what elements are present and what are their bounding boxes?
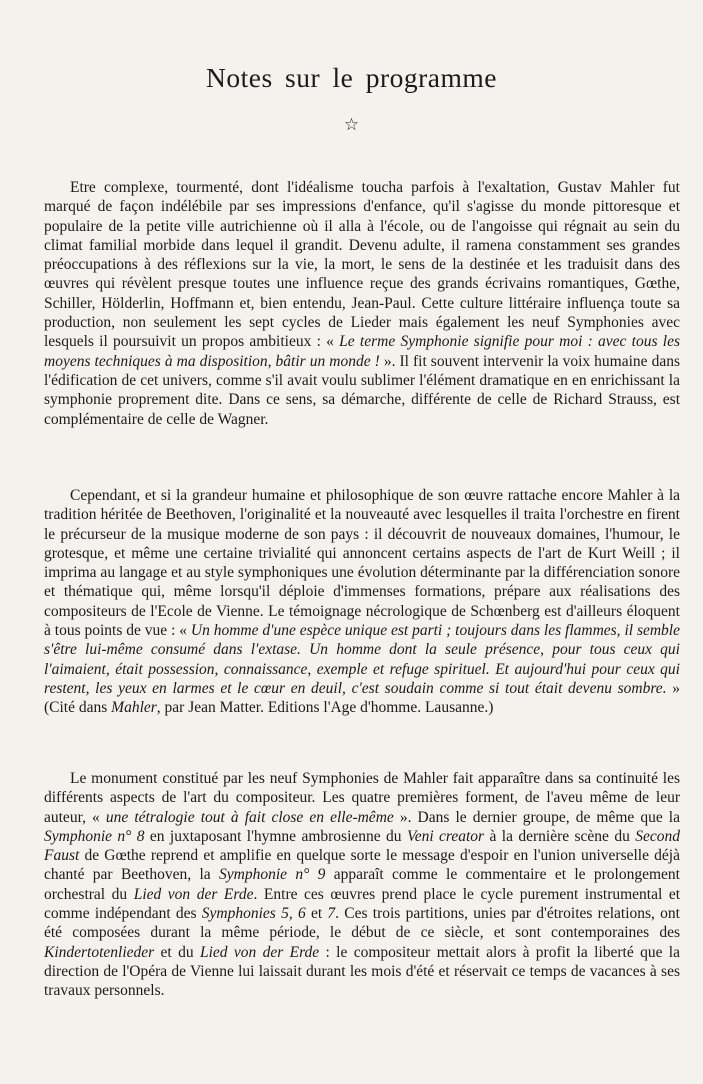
text-run: en juxtaposant l'hymne ambrosienne du [144,827,407,845]
text-run: ». Dans le dernier groupe, de même que la [393,808,680,826]
italic-text-run: 7 [327,905,336,923]
italic-text-run: Un homme d'une espèce unique est parti ; toujours dans les flammes, il semble s'être lui-même consumé dans l'extase. Un homme dont la seule présence, pour tous ceux qui l'aimaient, était possession, connaissance, exemple et refuge spirituel. Et aujourd'hui pour ceux qui restent, les yeux en larmes et le cœur en deuil, c'est soudain comme si tout était devenu sombre. [44,622,680,697]
paragraph-1 [44,178,680,429]
italic-text-run: Mahler [111,699,157,717]
italic-text-run: Symphonies 5, 6 [201,905,306,923]
italic-text-run: Le terme Symphonie signifie pour moi : avec tous les moyens techniques à ma disposition, bâtir un monde ! [44,333,680,370]
text-run: , par Jean Matter. Editions l'Age d'homme. Lausanne.) [156,699,494,717]
text-run: et [305,905,328,923]
text-run: Le monument constitué par les neuf Symphonies de Mahler fait apparaître dans sa continuité les différents aspects de l'art du compositeur. Les quatre premières forment, de l'aveu même de leur auteur, « [44,770,680,826]
text-run: Etre complexe, tourmenté, dont l'idéalisme toucha parfois à l'exaltation, Gustav Mahler fut marqué de façon indélébile par ses impressions d'enfance, qu'il s'agisse du monde pittoresque et populaire de la petite ville autrichienne où il alla à l'école, ou de l'angoisse qui régnait au sein du climat familial morbide dans lequel il grandit. Devenu adulte, il ramena constamment ses grandes préoccupations à des réflexions sur la vie, la mort, le sens de la destinée et les traduisit dans des œuvres qui révèlent presque toutes une influence reçue des grands écrivains romantiques, Gœthe, Schiller, Hölderlin, Hoffmann et, bien entendu, Jean-Paul. Cette culture littéraire influença toute sa production, non seulement les sept cycles de Lieder mais également les neuf Symphonies avec lesquels il poursuivit un propos ambitieux : « [44,179,680,351]
paragraph-2 [44,486,680,718]
text-run: ». Il fit souvent intervenir la voix humaine dans l'édification de cet univers, comme s'il avait voulu sublimer l'élément dramatique en en enrichissant la symphonie proprement dite. Dans ce sens, sa démarche, différente de celle de Richard Strauss, est complémentaire de celle de Wagner. [44,352,680,428]
italic-text-run: Symphonie n° 9 [219,866,326,884]
text-run: de Gœthe reprend et amplifie en quelque sorte le message d'espoir en l'union universelle déjà chanté par Beethoven, la [44,847,680,884]
italic-text-run: Lied von der Erde [133,885,254,903]
text-run: : le compositeur mettait alors à profit la liberté que la direction de l'Opéra de Vienne lui laissait durant les mois d'été et réservait ce temps de vacances à ses travaux personnels. [44,943,680,1000]
text-run: et du [154,943,200,961]
star-ornament-icon: ☆ [343,115,360,134]
text-run: à la dernière scène du [484,827,636,845]
italic-text-run: Second Faust [44,827,680,865]
italic-text-run: Lied von der Erde [199,943,320,961]
text-run: apparaît comme le commentaire et le prolongement orchestral du [44,866,680,903]
text-run: » (Cité dans [44,679,681,717]
text-run: Cependant, et si la grandeur humaine et philosophique de son œuvre rattache encore Mahler à la tradition héritée de Beethoven, l'originalité et la nouveauté avec lesquelles il traita l'orchestre en firent le précurseur de la musique moderne de son pays : il découvrit de nouveaux domaines, l'humour, le grotesque, et même une certaine trivialité qui annoncent certains aspects de l'art de Kurt Weill ; il imprima au langage et au style symphoniques une évolution déterminante par la différenciation sonore et thématique qui, même lorsqu'il déploie d'immenses formations, prépare aux réalisations des compositeurs de l'Ecole de Vienne. Le témoignage nécrologique de Schœnberg est d'ailleurs éloquent à tous points de vue : « [44,487,680,640]
text-run: . Ces trois partitions, unies par d'étroites relations, ont été composées durant la même période, le début de ce siècle, et sont contemporaines des [44,905,680,942]
text-run: . Entre ces œuvres prend place le cycle purement instrumental et comme indépendant des [44,885,681,923]
page-title: Notes sur le programme [206,62,497,93]
paragraph-3 [44,769,680,1001]
italic-text-run: Symphonie n° 8 [44,827,145,845]
italic-text-run: une tétralogie tout à fait close en elle-même [105,808,394,826]
italic-text-run: Veni creator [406,827,485,845]
italic-text-run: Kindertotenlieder [44,943,155,961]
